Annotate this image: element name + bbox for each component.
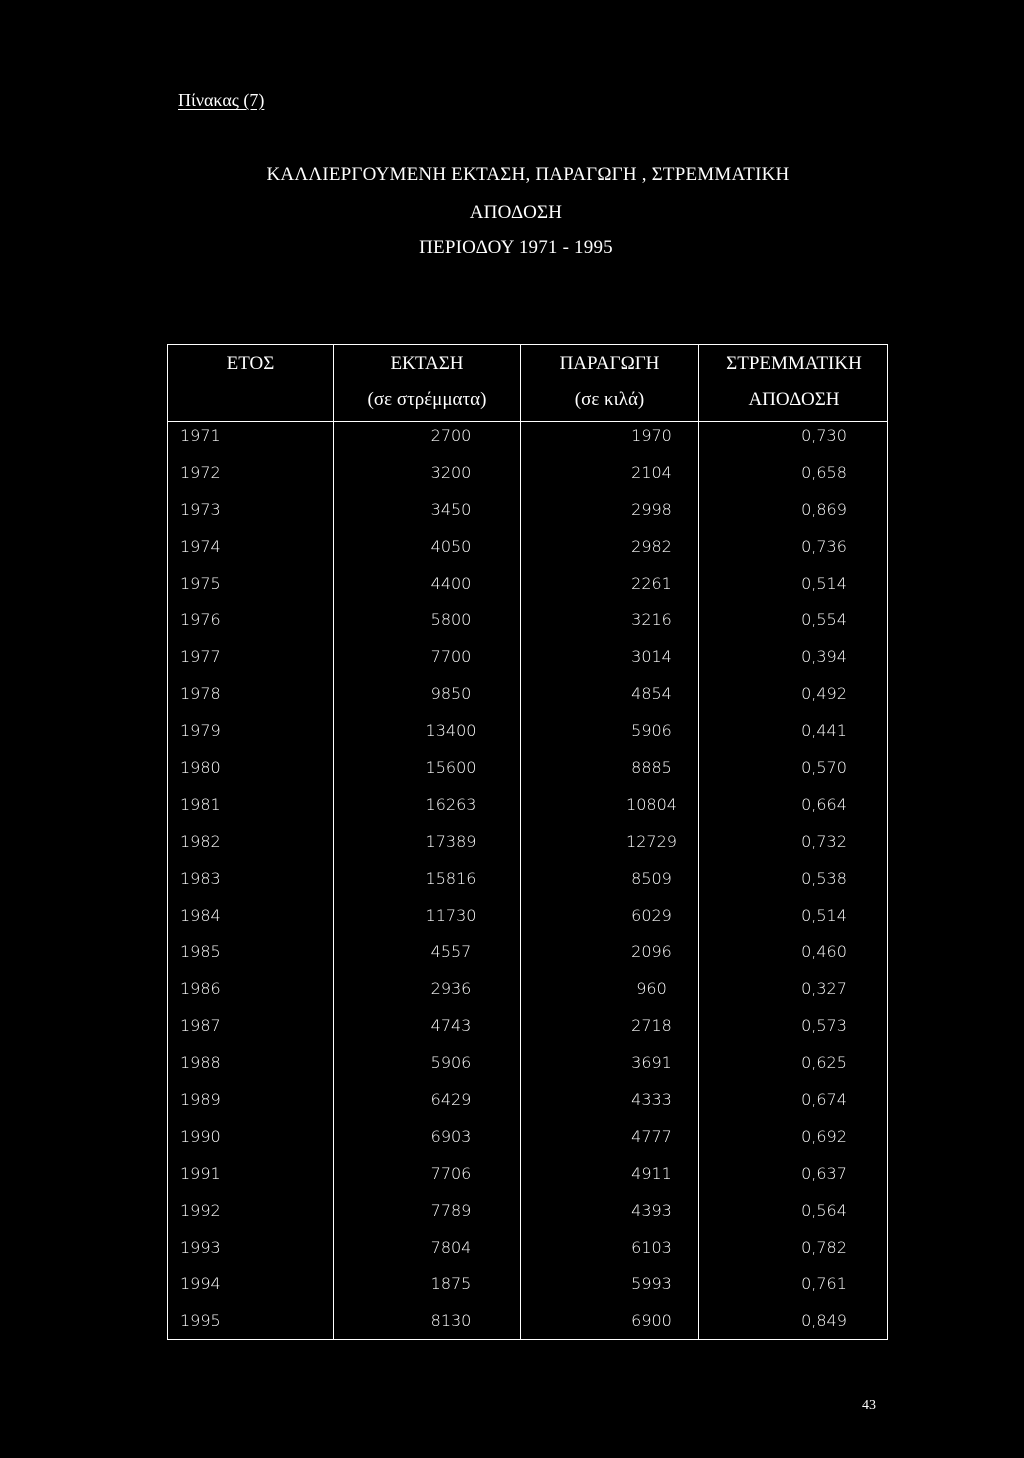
cell-production: 2982 <box>631 536 672 556</box>
cell-year: 1988 <box>180 1053 221 1073</box>
table-row <box>168 609 887 646</box>
cell-year: 1994 <box>180 1274 221 1294</box>
cell-production: 4911 <box>631 1163 672 1183</box>
cell-area: 3200 <box>430 462 472 482</box>
cell-production: 2998 <box>631 499 672 519</box>
header-yield-line2: ΑΠΟΔΟΣΗ <box>748 389 840 410</box>
cell-yield: 0,441 <box>801 721 847 741</box>
cell-year: 1979 <box>180 721 221 741</box>
table-row <box>168 794 887 831</box>
cell-area: 4557 <box>430 942 472 962</box>
table-row <box>168 720 887 757</box>
cell-production: 4333 <box>631 1090 672 1110</box>
cell-area: 17389 <box>425 831 477 851</box>
cell-production: 5993 <box>631 1274 672 1294</box>
cell-year: 1991 <box>180 1163 221 1183</box>
cell-production: 960 <box>636 979 667 999</box>
cell-area: 7804 <box>430 1237 472 1257</box>
header-area-unit: (σε στρέμματα) <box>367 389 487 410</box>
cell-production: 10804 <box>626 794 677 814</box>
table-row <box>168 905 887 942</box>
cell-year: 1989 <box>180 1090 221 1110</box>
table-row <box>168 941 887 978</box>
table-row <box>168 683 887 720</box>
cell-area: 16263 <box>425 794 477 814</box>
cell-yield: 0,460 <box>801 942 847 962</box>
table-body <box>168 425 887 1347</box>
cell-year: 1984 <box>180 905 221 925</box>
cell-area: 15816 <box>425 868 477 888</box>
table-row <box>168 1273 887 1310</box>
cell-area: 7706 <box>430 1163 472 1183</box>
cell-year: 1985 <box>180 942 221 962</box>
cell-yield: 0,637 <box>801 1163 847 1183</box>
cell-yield: 0,664 <box>801 794 847 814</box>
cell-area: 2700 <box>430 426 472 445</box>
cell-yield: 0,573 <box>801 1016 847 1036</box>
cell-yield: 0,492 <box>801 684 847 704</box>
cell-yield: 0,554 <box>801 610 847 630</box>
header-year: ΕΤΟΣ <box>226 353 275 374</box>
cell-year: 1977 <box>180 647 221 667</box>
cell-year: 1975 <box>180 573 221 593</box>
cell-yield: 0,849 <box>801 1311 847 1331</box>
cell-yield: 0,564 <box>801 1200 847 1220</box>
cell-production: 6029 <box>631 905 672 925</box>
header-production: ΠΑΡΑΓΩΓΗ <box>559 353 660 374</box>
cell-area: 11730 <box>425 905 477 925</box>
cell-year: 1974 <box>180 536 221 556</box>
cell-year: 1986 <box>180 979 221 999</box>
cell-yield: 0,736 <box>801 536 847 556</box>
cell-yield: 0,730 <box>801 426 847 445</box>
table-row <box>168 462 887 499</box>
cell-area: 6903 <box>430 1126 472 1146</box>
cell-year: 1993 <box>180 1237 221 1257</box>
table-row <box>168 536 887 573</box>
cell-yield: 0,514 <box>801 905 847 925</box>
cell-production: 2718 <box>631 1016 672 1036</box>
cell-area: 7700 <box>430 647 472 667</box>
header-yield: ΣΤΡΕΜΜΑΤΙΚΗ <box>726 353 862 374</box>
table-row <box>168 1089 887 1126</box>
table-row <box>168 1237 887 1274</box>
cell-year: 1982 <box>180 831 221 851</box>
table-row <box>168 646 887 683</box>
cell-yield: 0,625 <box>801 1053 847 1073</box>
cell-area: 15600 <box>425 758 477 778</box>
cell-year: 1990 <box>180 1126 221 1146</box>
cell-yield: 0,570 <box>801 758 847 778</box>
table-row <box>168 573 887 610</box>
cell-production: 3691 <box>631 1053 672 1073</box>
cell-area: 4050 <box>430 536 472 556</box>
cell-production: 1970 <box>631 426 672 445</box>
cell-production: 6900 <box>631 1311 672 1331</box>
title-line-3: ΠΕΡΙΟΔΟΥ 1971 - 1995 <box>419 237 613 258</box>
table-row <box>168 1310 887 1347</box>
cell-year: 1972 <box>180 462 221 482</box>
header-production-unit: (σε κιλά) <box>574 389 645 410</box>
table-row <box>168 1052 887 1089</box>
cell-yield: 0,674 <box>801 1090 847 1110</box>
cell-yield: 0,658 <box>801 462 847 482</box>
cell-yield: 0,327 <box>801 979 847 999</box>
cell-year: 1978 <box>180 684 221 704</box>
table-row <box>168 1163 887 1200</box>
cell-year: 1980 <box>180 758 221 778</box>
table-row <box>168 757 887 794</box>
cell-production: 3014 <box>631 647 672 667</box>
page-number: 43 <box>862 1398 876 1413</box>
cell-year: 1976 <box>180 610 221 630</box>
cell-production: 2261 <box>631 573 672 593</box>
cell-area: 13400 <box>425 721 477 741</box>
cell-production: 5906 <box>631 721 672 741</box>
cell-yield: 0,538 <box>801 868 847 888</box>
cell-area: 9850 <box>430 684 472 704</box>
cell-yield: 0,869 <box>801 499 847 519</box>
cell-production: 4854 <box>631 684 672 704</box>
cell-year: 1995 <box>180 1311 221 1331</box>
cell-area: 6429 <box>430 1090 472 1110</box>
cell-production: 2104 <box>631 462 672 482</box>
data-table <box>167 344 888 1340</box>
cell-year: 1987 <box>180 1016 221 1036</box>
cell-production: 4777 <box>631 1126 672 1146</box>
cell-area: 5906 <box>430 1053 472 1073</box>
cell-yield: 0,761 <box>801 1274 847 1294</box>
cell-area: 7789 <box>430 1200 472 1220</box>
cell-production: 8885 <box>631 758 672 778</box>
cell-production: 4393 <box>631 1200 672 1220</box>
cell-year: 1971 <box>180 426 221 445</box>
title-line-1: ΚΑΛΛΙΕΡΓΟΥΜΕΝΗ ΕΚΤΑΣΗ, ΠΑΡΑΓΩΓΗ , ΣΤΡΕΜΜΑΤΙΚΗ <box>266 164 790 185</box>
cell-area: 2936 <box>430 979 472 999</box>
cell-area: 4743 <box>430 1016 472 1036</box>
cell-production: 8509 <box>631 868 672 888</box>
table-row <box>168 425 887 462</box>
cell-yield: 0,514 <box>801 573 847 593</box>
table-row <box>168 1126 887 1163</box>
table-caption: Πίνακας (7) <box>178 90 265 110</box>
cell-yield: 0,394 <box>801 647 847 667</box>
title-line-2: ΑΠΟΔΟΣΗ <box>469 202 563 223</box>
cell-year: 1992 <box>180 1200 221 1220</box>
table-row <box>168 868 887 905</box>
cell-area: 5800 <box>430 610 472 630</box>
table-row <box>168 499 887 536</box>
table-row <box>168 1015 887 1052</box>
cell-year: 1981 <box>180 794 221 814</box>
cell-year: 1973 <box>180 499 221 519</box>
cell-yield: 0,692 <box>801 1126 847 1146</box>
cell-area: 1875 <box>430 1274 472 1294</box>
cell-production: 6103 <box>631 1237 672 1257</box>
table-row <box>168 1200 887 1237</box>
cell-area: 3450 <box>430 499 472 519</box>
cell-production: 2096 <box>631 942 672 962</box>
header-area: ΕΚΤΑΣΗ <box>390 353 464 374</box>
table-row <box>168 978 887 1015</box>
cell-yield: 0,732 <box>801 831 847 851</box>
cell-production: 3216 <box>631 610 672 630</box>
cell-area: 8130 <box>430 1311 472 1331</box>
cell-yield: 0,782 <box>801 1237 847 1257</box>
header-divider <box>168 421 887 422</box>
cell-area: 4400 <box>430 573 472 593</box>
cell-production: 12729 <box>626 831 677 851</box>
table-row <box>168 831 887 868</box>
cell-year: 1983 <box>180 868 221 888</box>
